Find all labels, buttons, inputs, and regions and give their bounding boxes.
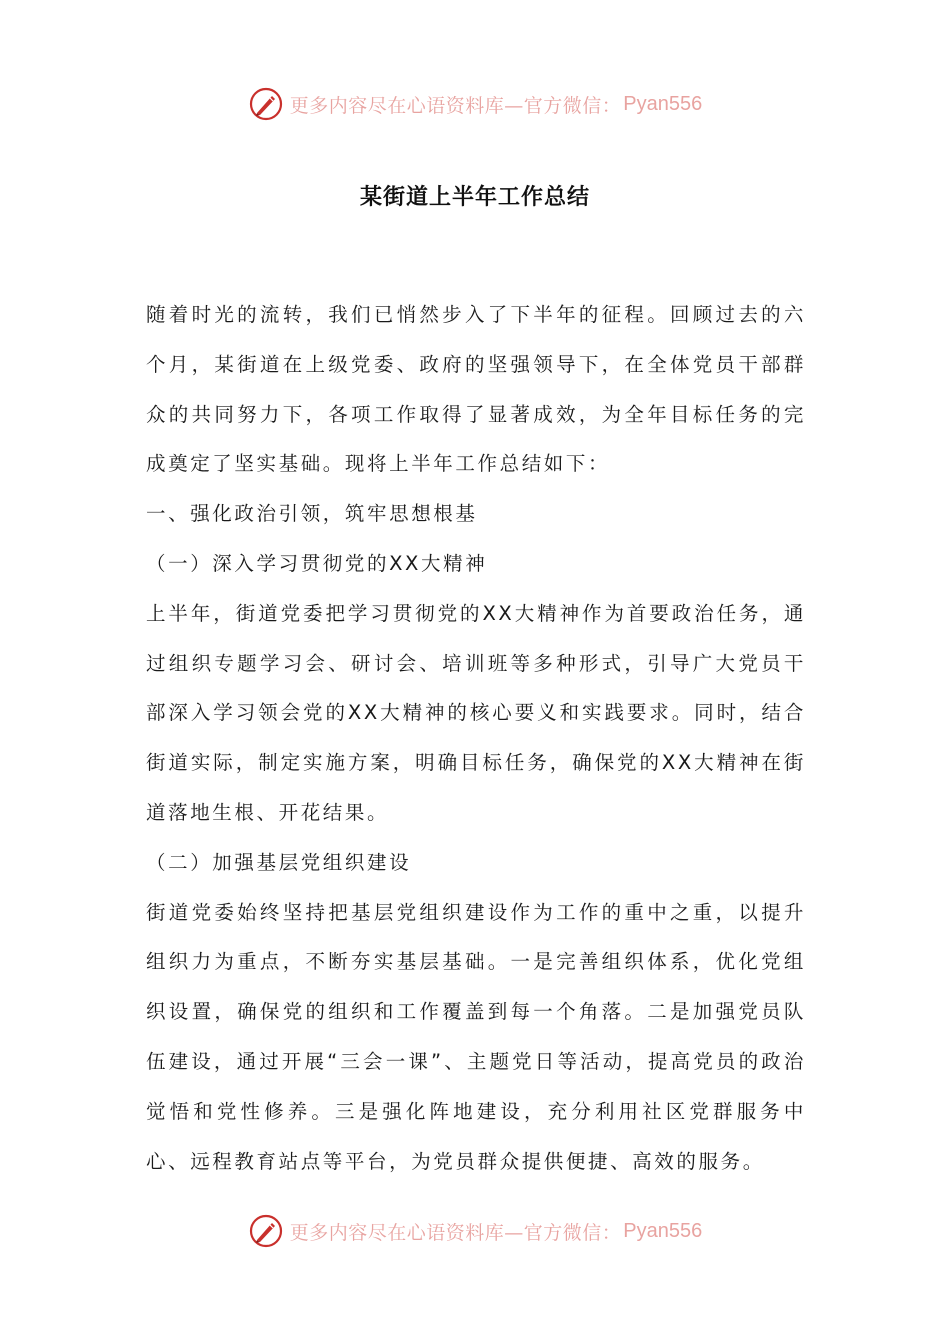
body-paragraph: 街道党委始终坚持把基层党组织建设作为工作的重中之重，以提升组织力为重点，不断夯实基层基础。一是完善组织体系，优化党组织设置，确保党的组织和工作覆盖到每一个角落。二是加强党员队伍建设，通过开展“三会一课”、主题党日等活动，提高党员的政治觉悟和党性修养。三是强化阵地建设，充分利用社区党群服务中心、远程教育站点等平台，为党员群众提供便捷、高效的服务。	[146, 900, 806, 1173]
body-paragraph: 上半年，街道党委把学习贯彻党的XX大精神作为首要政治任务，通过组织专题学习会、研讨会、培训班等多种形式，引导广大党员干部深入学习领会党的XX大精神的核心要义和实践要求。同时，结合街道实际，制定实施方案，明确目标任务，确保党的XX大精神在街道落地生根、开花结果。	[146, 601, 806, 824]
subsection-heading: （一）深入学习贯彻党的XX大精神	[146, 551, 488, 575]
pen-logo-icon	[248, 1213, 284, 1249]
section-heading: 一、强化政治引领，筑牢思想根基	[146, 502, 478, 526]
footer-watermark	[0, 1211, 950, 1251]
subsection-heading: （二）加强基层党组织建设	[146, 850, 412, 874]
watermark-text: 更多内容尽在心语资料库—官方微信：	[289, 94, 622, 117]
header-watermark	[0, 84, 950, 124]
document-title: 某街道上半年工作总结	[359, 185, 590, 210]
pen-logo-icon	[248, 86, 284, 122]
document-body	[146, 290, 806, 1186]
watermark-wechat-id: Pyan556	[623, 92, 703, 115]
watermark-text: 更多内容尽在心语资料库—官方微信：	[289, 1221, 622, 1244]
intro-paragraph: 随着时光的流转，我们已悄然步入了下半年的征程。回顾过去的六个月，某街道在上级党委、政府的坚强领导下，在全体党员干部群众的共同努力下，各项工作取得了显著成效，为全年目标任务的完成奠定了坚实基础。现将上半年工作总结如下：	[146, 303, 806, 476]
watermark-wechat-id: Pyan556	[623, 1219, 703, 1242]
